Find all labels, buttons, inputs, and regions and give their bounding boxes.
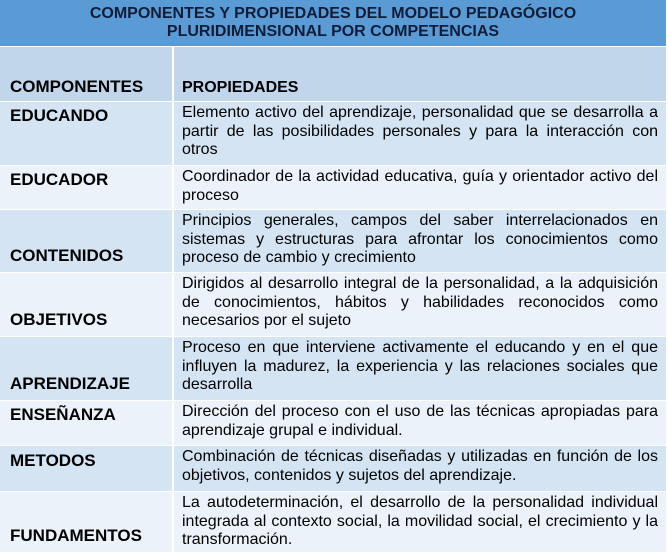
component-cell: EDUCANDO	[0, 102, 174, 165]
component-cell: APRENDIZAJE	[0, 337, 174, 400]
table-title	[0, 0, 666, 46]
table-title-line1: COMPONENTES Y PROPIEDADES DEL MODELO PEDAGÓGICO	[89, 5, 577, 22]
table-row	[0, 272, 666, 336]
table-row	[0, 165, 666, 209]
table-title-line2: PLURIDIMENSIONAL POR COMPETENCIAS	[166, 23, 500, 40]
table-row	[0, 209, 666, 272]
property-cell: Principios generales, campos del saber interrelacionados en sistemas y estructuras para afrontar los conocimientos como proceso de cambio y crecimiento	[182, 212, 658, 266]
header-properties: PROPIEDADES	[182, 78, 299, 96]
property-cell: Combinación de técnicas diseñadas y utilizadas en función de los objetivos, contenidos y sujetos del aprendizaje.	[182, 448, 658, 484]
property-cell: La autodeterminación, el desarrollo de la personalidad individual integrada al contexto social, la movilidad social, el crecimiento y la transformación.	[182, 494, 658, 548]
component-cell: OBJETIVOS	[0, 273, 174, 336]
property-cell: Proceso en que interviene activamente el educando y en el que influyen la madurez, la experiencia y las relaciones sociales que desarrolla	[182, 339, 658, 393]
component-cell: CONTENIDOS	[0, 210, 174, 272]
property-cell: Dirección del proceso con el uso de las técnicas apropiadas para aprendizaje grupal e individual.	[182, 403, 658, 439]
component-cell: ENSEÑANZA	[0, 401, 174, 445]
table-row	[0, 445, 666, 491]
property-cell: Dirigidos al desarrollo integral de la personalidad, a la adquisición de conocimientos, hábitos y habilidades reconocidos como necesarios por el sujeto	[182, 275, 658, 329]
component-cell: METODOS	[0, 446, 174, 491]
component-cell: EDUCADOR	[0, 166, 174, 209]
table-row	[0, 101, 666, 165]
table-header-row	[0, 46, 666, 101]
component-cell: FUNDAMENTOS	[0, 492, 174, 552]
property-cell: Coordinador de la actividad educativa, guía y orientador activo del proceso	[182, 168, 658, 204]
property-cell: Elemento activo del aprendizaje, personalidad que se desarrolla a partir de las posibilidades personales y para la interacción con otros	[182, 104, 658, 158]
header-components: COMPONENTES	[0, 47, 174, 101]
table-row	[0, 400, 666, 445]
table-row	[0, 336, 666, 400]
table-row	[0, 491, 666, 552]
